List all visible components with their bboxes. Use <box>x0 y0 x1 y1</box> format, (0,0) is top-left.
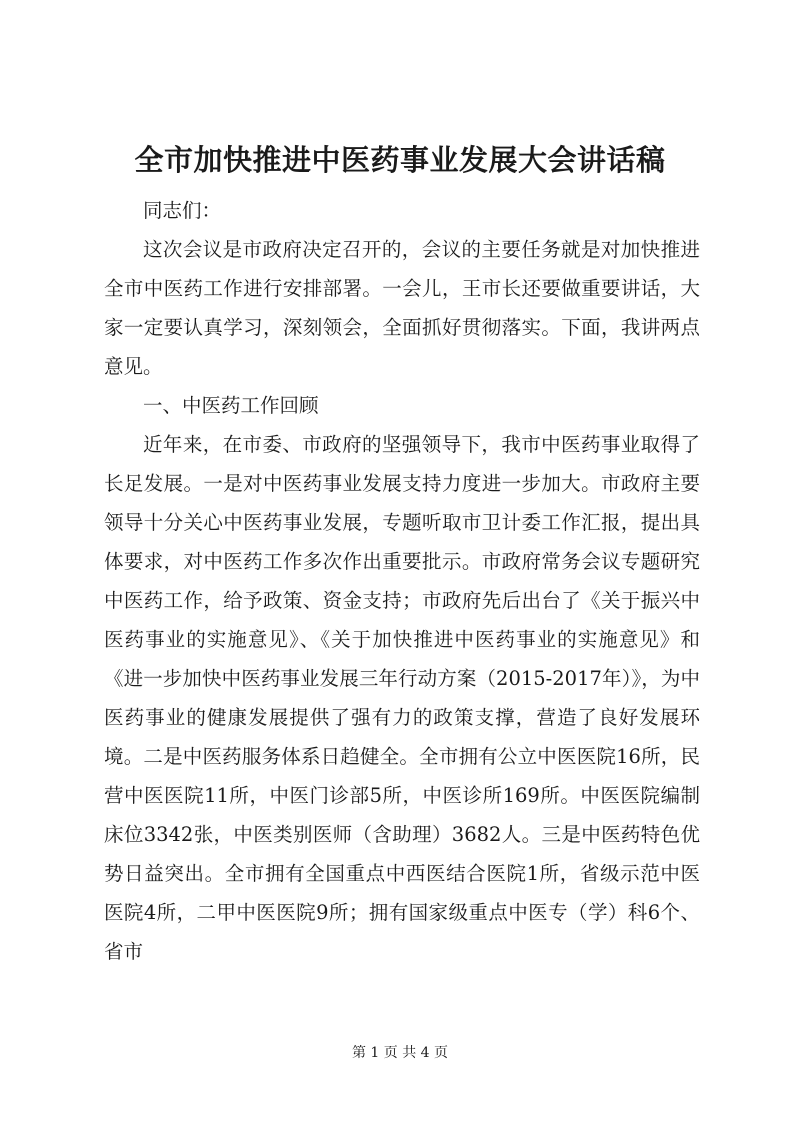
review-paragraph: 近年来，在市委、市政府的坚强领导下，我市中医药事业取得了长足发展。一是对中医药事业发展支持力度进一步加大。市政府主要领导十分关心中医药事业发展，专题听取市卫计委工作汇报，提出具体要求，对中医药工作多次作出重要批示。市政府常务会议专题研究中医药工作，给予政策、资金支持；市政府先后出台了《关于振兴中医药事业的实施意见》、《关于加快推进中医药事业的实施意见》和《进一步加快中医药事业发展三年行动方案（2015-2017年）》，为中医药事业的健康发展提供了强有力的政策支撑，营造了良好发展环境。二是中医药服务体系日趋健全。全市拥有公立中医医院16所，民营中医医院11所，中医门诊部5所，中医诊所169所。中医医院编制床位3342张，中医类别医师（含助理）3682人。三是中医药特色优势日益突出。全市拥有全国重点中西医结合医院1所，省级示范中医医院4所，二甲中医医院9所；拥有国家级重点中医专（学）科6个、省市 <box>104 433 700 963</box>
page-number-footer: 第 1 页 共 4 页 <box>351 1045 449 1061</box>
salutation-paragraph: 同志们： <box>143 199 222 222</box>
section-heading: 一、中医药工作回顾 <box>143 394 319 417</box>
document-title: 全市加快推进中医药事业发展大会讲话稿 <box>134 143 666 177</box>
intro-paragraph: 这次会议是市政府决定召开的，会议的主要任务就是对加快推进全市中医药工作进行安排部署。一会儿，王市长还要做重要讲话，大家一定要认真学习，深刻领会，全面抓好贯彻落实。下面，我讲两点意见。 <box>104 238 700 378</box>
document-body <box>104 191 700 971</box>
